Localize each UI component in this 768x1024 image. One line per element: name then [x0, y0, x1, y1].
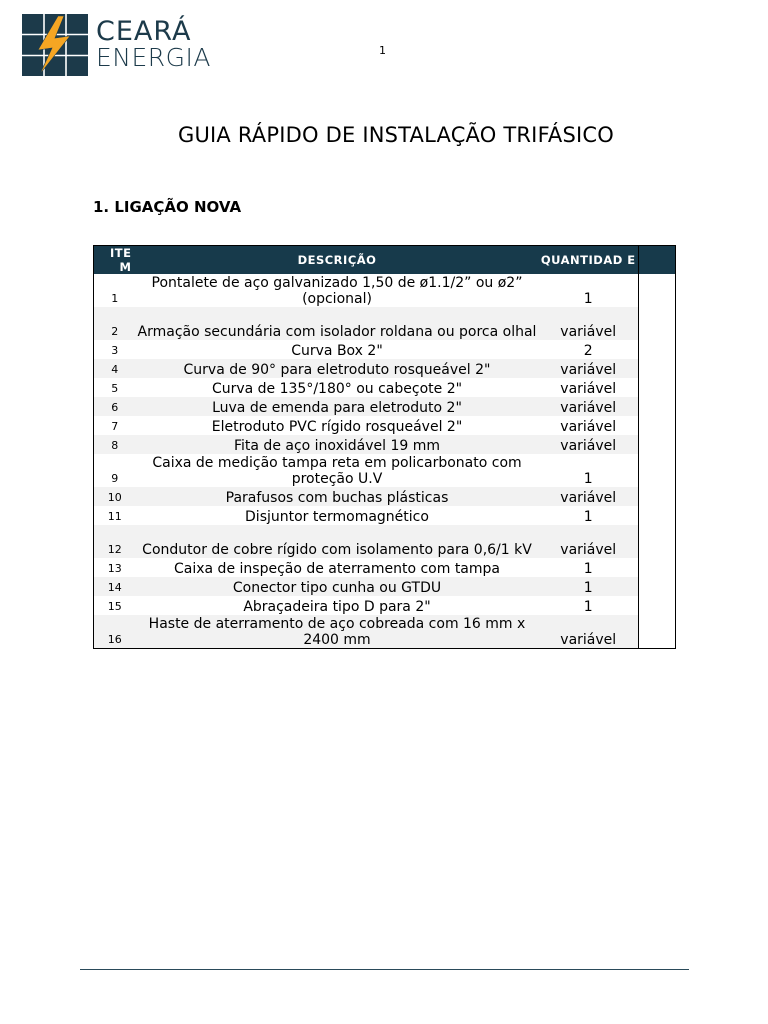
cell-item: 16 [94, 615, 136, 649]
column-header-blank [639, 246, 676, 275]
cell-blank [639, 454, 676, 487]
cell-description: Parafusos com buchas plásticas [136, 487, 539, 506]
cell-quantity: variável [539, 487, 639, 506]
cell-blank [639, 359, 676, 378]
cell-item: 10 [94, 487, 136, 506]
cell-quantity: 1 [539, 506, 639, 525]
cell-item: 2 [94, 307, 136, 340]
column-header-description: DESCRIÇÃO [136, 246, 539, 275]
cell-description: Curva de 90° para eletroduto rosqueável 2" [136, 359, 539, 378]
table-row [94, 435, 676, 454]
table-row [94, 359, 676, 378]
cell-blank [639, 340, 676, 359]
table-row [94, 340, 676, 359]
table-row [94, 378, 676, 397]
table-row [94, 397, 676, 416]
cell-quantity: 1 [539, 454, 639, 487]
cell-item: 1 [94, 274, 136, 307]
cell-description: Armação secundária com isolador roldana ou porca olhal [136, 307, 539, 340]
footer-divider [80, 969, 689, 970]
cell-blank [639, 307, 676, 340]
cell-quantity: variável [539, 378, 639, 397]
table-row [94, 577, 676, 596]
cell-description: Pontalete de aço galvanizado 1,50 de ø1.1/2” ou ø2” (opcional) [136, 274, 539, 307]
cell-quantity: variável [539, 416, 639, 435]
cell-description: Curva de 135°/180° ou cabeçote 2" [136, 378, 539, 397]
cell-blank [639, 274, 676, 307]
logo-text-ceara: CEARÁ [96, 16, 192, 47]
lightning-grid-icon [22, 14, 88, 76]
cell-quantity: 1 [539, 274, 639, 307]
cell-blank [639, 506, 676, 525]
cell-blank [639, 435, 676, 454]
table-row [94, 454, 676, 487]
cell-quantity: 1 [539, 577, 639, 596]
cell-item: 4 [94, 359, 136, 378]
cell-quantity: variável [539, 397, 639, 416]
cell-item: 12 [94, 525, 136, 558]
cell-blank [639, 416, 676, 435]
column-header-item: ITE M [94, 246, 136, 275]
table-row [94, 487, 676, 506]
cell-description: Fita de aço inoxidável 19 mm [136, 435, 539, 454]
cell-item: 13 [94, 558, 136, 577]
cell-blank [639, 615, 676, 649]
table-row [94, 558, 676, 577]
cell-quantity: 1 [539, 596, 639, 615]
cell-description: Eletroduto PVC rígido rosqueável 2" [136, 416, 539, 435]
cell-description: Abraçadeira tipo D para 2" [136, 596, 539, 615]
table-row [94, 416, 676, 435]
section-heading: 1. LIGAÇÃO NOVA [93, 198, 242, 216]
cell-blank [639, 596, 676, 615]
cell-item: 15 [94, 596, 136, 615]
company-logo [22, 14, 212, 76]
cell-quantity: variável [539, 435, 639, 454]
table-row [94, 525, 676, 558]
table-row [94, 307, 676, 340]
cell-quantity: 1 [539, 558, 639, 577]
cell-blank [639, 378, 676, 397]
cell-item: 6 [94, 397, 136, 416]
cell-quantity: variável [539, 359, 639, 378]
cell-description: Caixa de medição tampa reta em policarbonato com proteção U.V [136, 454, 539, 487]
cell-item: 9 [94, 454, 136, 487]
column-header-quantity: QUANTIDAD E [539, 246, 639, 275]
cell-description: Luva de emenda para eletroduto 2" [136, 397, 539, 416]
cell-blank [639, 558, 676, 577]
cell-item: 8 [94, 435, 136, 454]
page-number: 1 [379, 44, 386, 57]
cell-item: 11 [94, 506, 136, 525]
table-row [94, 506, 676, 525]
cell-item: 7 [94, 416, 136, 435]
cell-blank [639, 397, 676, 416]
cell-description: Caixa de inspeção de aterramento com tampa [136, 558, 539, 577]
cell-quantity: 2 [539, 340, 639, 359]
cell-description: Conector tipo cunha ou GTDU [136, 577, 539, 596]
cell-description: Condutor de cobre rígido com isolamento para 0,6/1 kV [136, 525, 539, 558]
cell-blank [639, 525, 676, 558]
cell-description: Disjuntor termomagnético [136, 506, 539, 525]
cell-quantity: variável [539, 307, 639, 340]
cell-blank [639, 577, 676, 596]
cell-item: 3 [94, 340, 136, 359]
cell-description: Haste de aterramento de aço cobreada com 16 mm x 2400 mm [136, 615, 539, 649]
materials-table [93, 245, 676, 649]
cell-item: 14 [94, 577, 136, 596]
cell-blank [639, 487, 676, 506]
table-row [94, 596, 676, 615]
logo-text-energia: ENERGIA [96, 43, 212, 72]
table-row [94, 615, 676, 649]
cell-quantity: variável [539, 615, 639, 649]
cell-item: 5 [94, 378, 136, 397]
table-header-row [94, 246, 676, 275]
cell-description: Curva Box 2" [136, 340, 539, 359]
table-row [94, 274, 676, 307]
cell-quantity: variável [539, 525, 639, 558]
document-title: GUIA RÁPIDO DE INSTALAÇÃO TRIFÁSICO [177, 123, 614, 147]
